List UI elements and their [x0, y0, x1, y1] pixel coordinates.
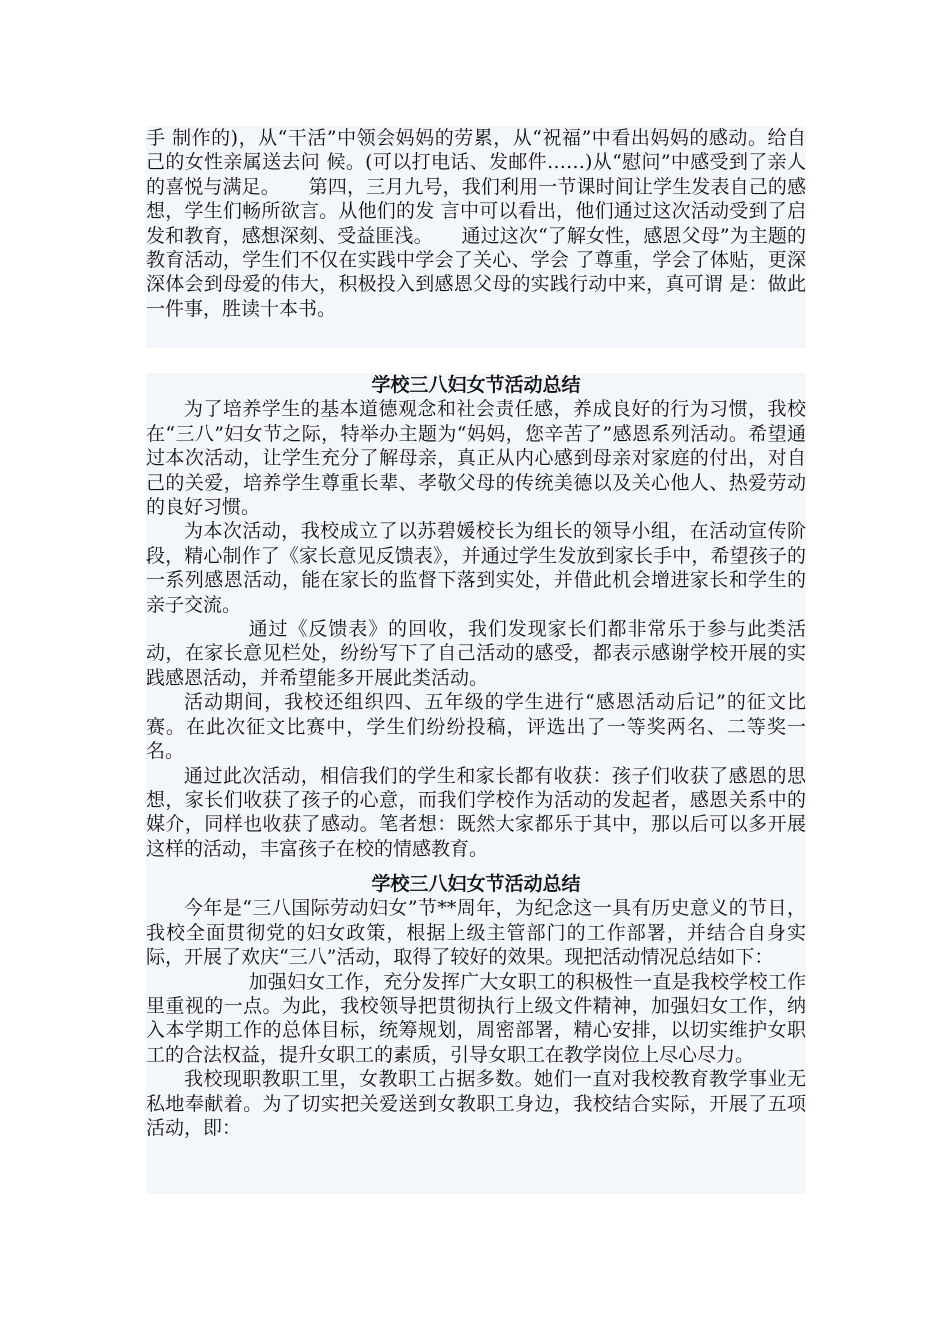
article-1-paragraph-5: 通过此次活动，相信我们的学生和家长都有收获：孩子们收获了感恩的思想，家长们收获了孩子的心意，而我们学校作为活动的发起者，感恩关系中的媒介，同样也收获了感动。笔者想：既然大家都乐于其中，那以后可以多开展这样的活动，丰富孩子在校的情感教育。 — [146, 764, 806, 860]
article-1 — [146, 373, 806, 872]
article-1-paragraph-4: 活动期间，我校还组织四、五年级的学生进行“感恩活动后记”的征文比赛。在此次征文比赛中，学生们纷纷投稿，评选出了一等奖两名、二等奖一名。 — [146, 691, 806, 763]
article-2-paragraph-1: 今年是“三八国际劳动妇女”节**周年，为纪念这一具有历史意义的节日，我校全面贯彻党的妇女政策，根据上级主管部门的工作部署，并结合自身实际，开展了欢庆“三八”活动，取得了较好的效果。现把活动情况总结如下： — [146, 897, 806, 969]
article-2-paragraph-2: 加强妇女工作，充分发挥广大女职工的积极性一直是我校学校工作里重视的一点。为此，我校领导把贯彻执行上级文件精神，加强妇女工作，纳入本学期工作的总体目标，统筹规划，周密部署，精心安排，以切实维护女职工的合法权益，提升女职工的素质，引导女职工在教学岗位上尽心尽力。 — [146, 970, 806, 1066]
text-block-continuation — [146, 126, 806, 348]
article-1-paragraph-2: 为本次活动，我校成立了以苏碧媛校长为组长的领导小组，在活动宣传阶段，精心制作了《家长意见反馈表》，并通过学生发放到家长手中，希望孩子的一系列感恩活动，能在家长的监督下落到实处，并借此机会增进家长和学生的亲子交流。 — [146, 520, 806, 616]
article-1-paragraph-1: 为了培养学生的基本道德观念和社会责任感，养成良好的行为习惯，我校在“三八”妇女节之际，特举办主题为“妈妈，您辛苦了”感恩系列活动。希望通过本次活动，让学生充分了解母亲，真正从内心感到母亲对家庭的付出，对自己的关爱，培养学生尊重长辈、孝敬父母的传统美德以及关心他人、热爱劳动的良好习惯。 — [146, 398, 806, 519]
article-2-paragraph-3: 我校现职教职工里，女教职工占据多数。她们一直对我校教育教学事业无私地奉献着。为了切实把关爱送到女教职工身边，我校结合实际，开展了五项活动，即： — [146, 1068, 806, 1140]
article-1-paragraph-3: 通过《反馈表》的回收，我们发现家长们都非常乐于参与此类活动，在家长意见栏处，纷纷写下了自己活动的感受，都表示感谢学校开展的实践感恩活动，并希望能多开展此类活动。 — [146, 618, 806, 689]
paragraph-continuation: 手 制作的)，从“干活”中领会妈妈的劳累，从“祝福”中看出妈妈的感动。给自己的女性亲属送去问 候。(可以打电话、发邮件……)从“慰问”中感受到了亲人的喜悦与满足。 第四，三月九号，我们利用一节课时间让学生发表自己的感想，学生们畅所欲言。从他们的发 言中可以看出，他们通过这次活动受到了启发和教育，感想深刻、受益匪浅。 通过这次“了解女性，感恩父母”为主题的教育活动，学生们不仅在实践中学会了关心、学会 了尊重，学会了体贴，更深深体会到母爱的伟大，积极投入到感恩父母的实践行动中来，真可谓 是：做此一件事，胜读十本书。 — [146, 127, 806, 320]
article-2 — [146, 872, 806, 1194]
article-2-title: 学校三八妇女节活动总结 — [371, 873, 581, 895]
article-1-title: 学校三八妇女节活动总结 — [371, 374, 581, 396]
